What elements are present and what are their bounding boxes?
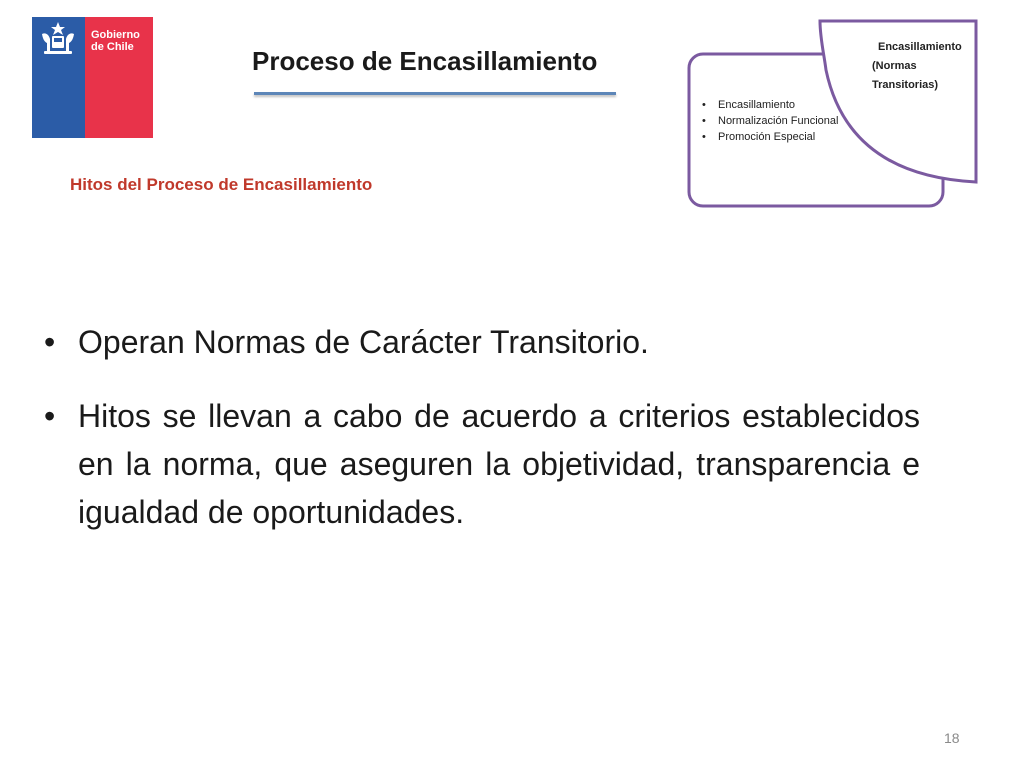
logo-blue-panel xyxy=(32,17,85,138)
coat-of-arms-emblem-icon xyxy=(36,20,80,56)
logo-text: Gobierno de Chile xyxy=(91,29,140,53)
diagram-item: • Promoción Especial xyxy=(700,129,838,145)
slide-title: Proceso de Encasillamiento xyxy=(252,46,598,76)
diagram-label xyxy=(872,38,962,95)
diagram-label-line: (Normas xyxy=(872,60,917,72)
body-bullet: • Hitos se llevan a cabo de acuerdo a criterios establecidos en la norma, que aseguren la objetividad, transparencia e igualdad de oportunidades. xyxy=(40,392,920,536)
page-number: 18 xyxy=(944,730,960,746)
diagram-label-line: Encasillamiento xyxy=(878,41,962,53)
body-bullet-list xyxy=(40,318,920,536)
diagram-item: • Normalización Funcional xyxy=(700,113,838,129)
diagram-label-line: Transitorias) xyxy=(872,79,939,91)
body-bullet: • Operan Normas de Carácter Transitorio. xyxy=(40,318,920,366)
gobierno-de-chile-logo xyxy=(32,17,153,138)
slide-subtitle: Hitos del Proceso de Encasillamiento xyxy=(70,175,373,194)
title-underline xyxy=(254,92,616,95)
diagram-item: • Encasillamiento xyxy=(700,97,838,113)
diagram-item-list xyxy=(700,97,838,145)
